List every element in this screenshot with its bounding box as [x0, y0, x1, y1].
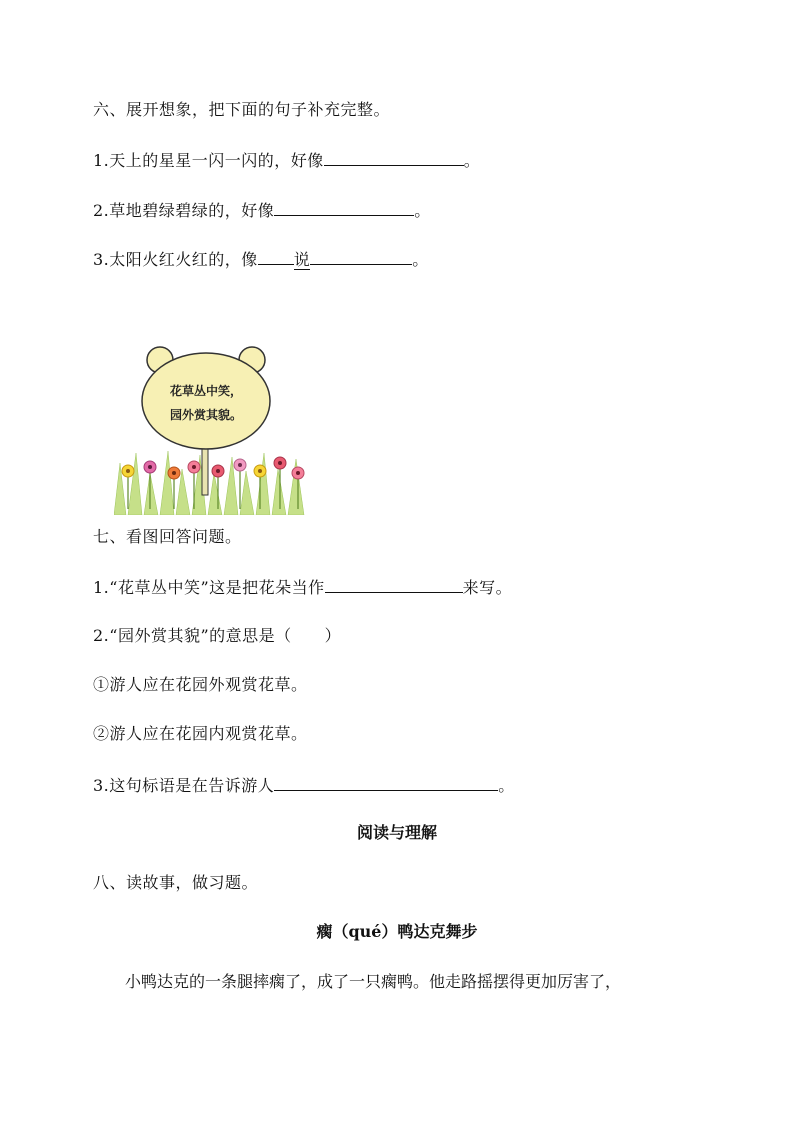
- question-text: 3.这句标语是在告诉游人: [93, 776, 275, 795]
- story-title: 瘸（qué）鸭达克舞步: [316, 922, 478, 941]
- sign-line-1: 花草丛中笑，: [169, 384, 243, 398]
- answer-blank[interactable]: [258, 248, 294, 265]
- section6-question-2: [93, 199, 431, 221]
- option-1: ①游人应在花园外观赏花草。: [93, 675, 308, 694]
- sign-illustration: [114, 333, 306, 515]
- story-paragraph: 小鸭达克的一条腿摔瘸了，成了一只瘸鸭。他走路摇摆得更加厉害了，: [125, 972, 622, 991]
- option-2: ②游人应在花园内观赏花草。: [93, 724, 308, 743]
- section7-question-1: [93, 576, 512, 598]
- reading-section-title: 阅读与理解: [356, 823, 437, 842]
- question-text-mid: 说: [293, 250, 311, 269]
- section6-question-3: [93, 248, 429, 270]
- section6-question-1: [93, 149, 480, 171]
- question-text: 1.天上的星星一闪一闪的，好像: [93, 151, 324, 170]
- answer-blank[interactable]: [274, 199, 414, 216]
- answer-blank[interactable]: [324, 149, 464, 166]
- answer-blank[interactable]: [274, 774, 498, 791]
- question-text: 3.太阳火红火红的，像: [93, 250, 258, 269]
- question-text: 2.草地碧绿碧绿的，好像: [93, 201, 275, 220]
- punctuation: 。: [498, 776, 515, 795]
- answer-blank[interactable]: [325, 576, 463, 593]
- section8-heading: 八、读故事，做习题。: [93, 873, 259, 892]
- punctuation: 。: [414, 201, 431, 220]
- section6-heading: 六、展开想象，把下面的句子补充完整。: [93, 100, 391, 119]
- question-text-end: 来写。: [462, 578, 513, 597]
- section7-heading: 七、看图回答问题。: [93, 527, 242, 546]
- answer-blank[interactable]: [310, 248, 412, 265]
- punctuation: 。: [463, 151, 481, 170]
- sign-line-2: 园外赏其貌。: [169, 408, 243, 422]
- punctuation: 。: [412, 250, 429, 269]
- section7-question-2: 2.“园外赏其貌”的意思是（ ）: [93, 626, 342, 645]
- section7-question-3: [93, 774, 515, 796]
- question-text: 1.“花草丛中笑”这是把花朵当作: [93, 578, 325, 597]
